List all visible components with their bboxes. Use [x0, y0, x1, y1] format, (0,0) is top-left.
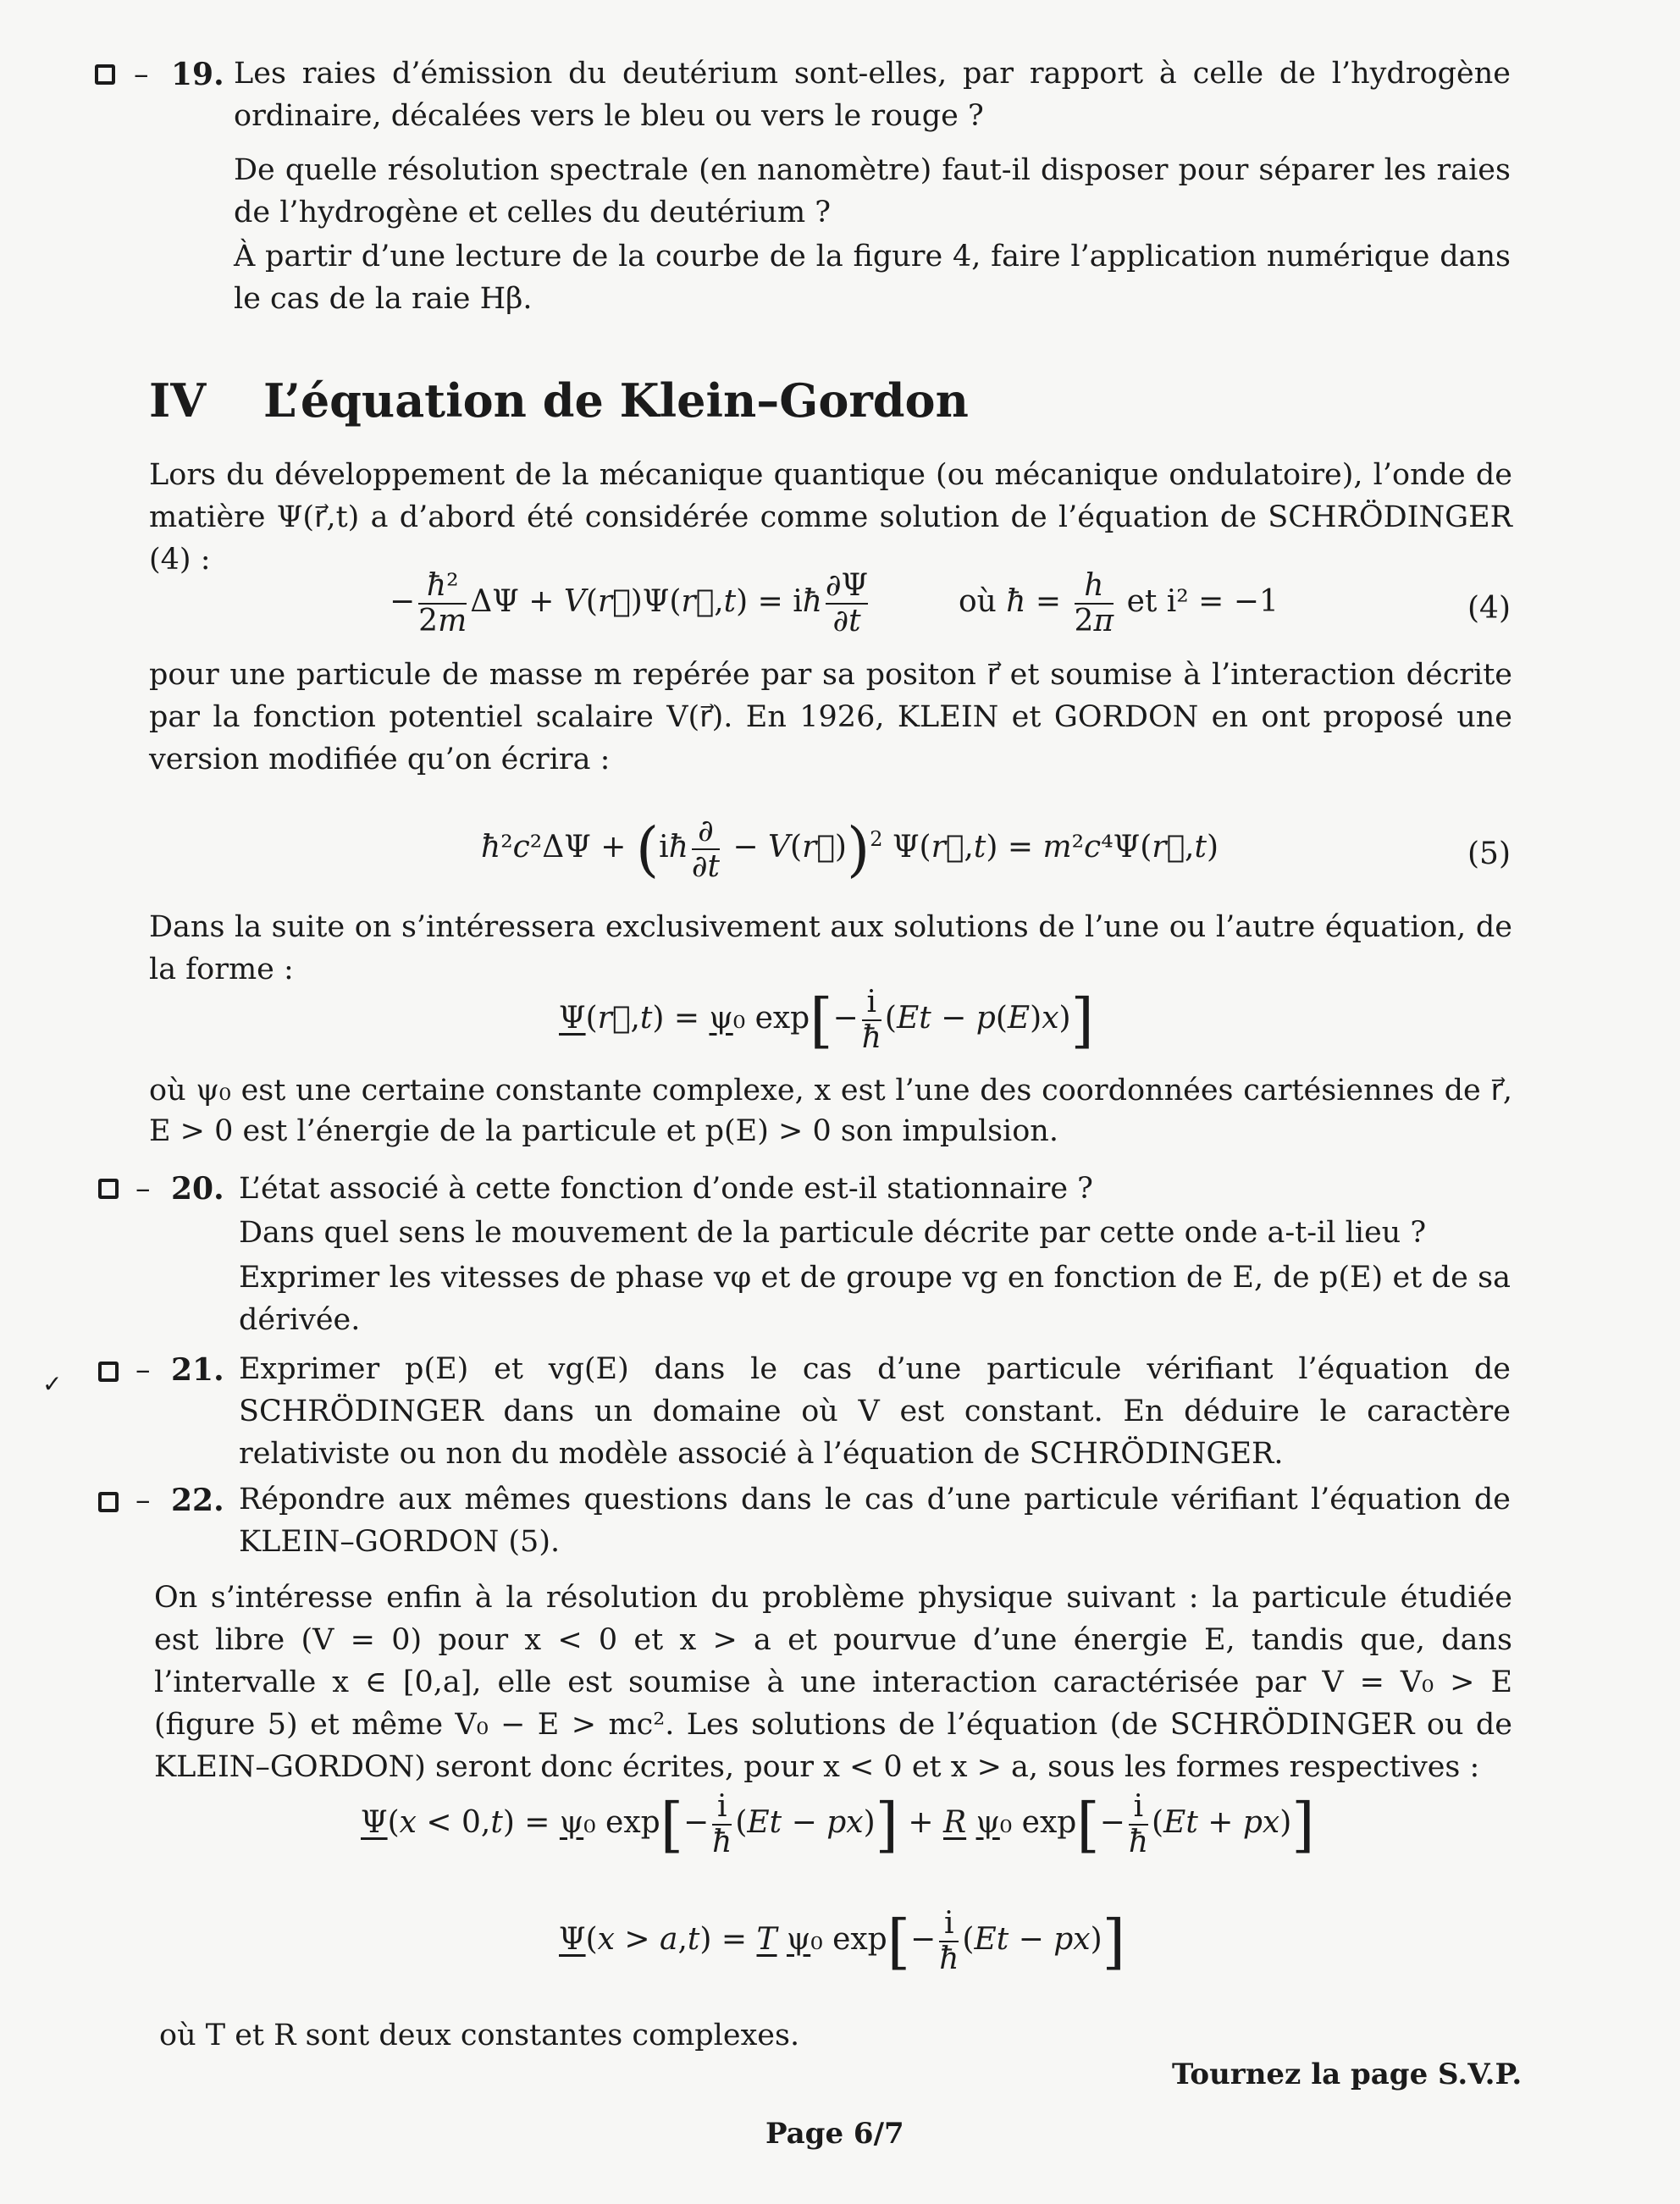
paragraph-problem: On s’intéresse enfin à la résolution du problème physique suivant : la particule étudiée est libre (V = 0) pour x < 0 et x > a et pourvue d’une énergie E, tandis que, dans l’intervalle x ∈ [0,a], elle est soumise à une interaction caractérisée par V = V₀ > E (figure 5) et même V₀ − E > mc². Les solutions de l’équation (de SCHRÖDINGER ou de KLEIN–GORDON) seront donc écrites, pour x < 0 et x > a, sous les formes respectives : — [154, 1581, 1512, 1784]
equation-left: Ψ(x < 0,t) = ψ₀ exp[− $\frac{i}{ħ}$ (Et − px)] + R ψ₀ exp[− $\frac{i}{ħ}$ (Et + px)] — [361, 1789, 1315, 1859]
question-number: 21. — [171, 1352, 224, 1388]
checkbox-q22[interactable] — [98, 1492, 119, 1512]
checkbox-q19[interactable] — [95, 64, 115, 85]
dash: – — [135, 1483, 151, 1517]
dash: – — [134, 58, 149, 91]
q20-text-3: Exprimer les vitesses de phase vφ et de groupe vg en fonction de E, de p(E) et de sa dérivée. — [239, 1261, 1511, 1337]
q20-text-1: L’état associé à cette fonction d’onde est-il stationnaire ? — [239, 1172, 1093, 1206]
section-heading — [149, 371, 969, 430]
q20-text-2: Dans quel sens le mouvement de la particule décrite par cette onde a-t-il lieu ? — [239, 1216, 1427, 1250]
equation-5: ħ²c²ΔΨ + (iħ $\frac{\partial}{\partial t}$ − V(r⃗))$^2$ Ψ(r⃗,t) = m²c⁴Ψ(r⃗,t) — [481, 814, 1219, 884]
checkbox-q21[interactable] — [98, 1362, 119, 1382]
dash: – — [135, 1353, 151, 1387]
q21-text: Exprimer p(E) et vg(E) dans le cas d’une particule vérifiant l’équation de SCHRÖDINGER dans un domaine où V est constant. En déduire le caractère relativiste ou non du modèle associé à l’équation de SCHRÖDINGER. — [239, 1352, 1511, 1471]
paragraph-particle: pour une particule de masse m repérée par sa positon r⃗ et soumise à l’interaction décrite par la fonction potentiel scalaire V(r⃗). En 1926, KLEIN et GORDON en ont proposé une version modifiée qu’on écrira : — [149, 658, 1512, 776]
q19-text-3: À partir d’une lecture de la courbe de la figure 4, faire l’application numérique dans le cas de la raie Hβ. — [234, 240, 1511, 316]
checkbox-q20[interactable] — [98, 1179, 119, 1199]
page-number: Page 6/7 — [765, 2117, 904, 2151]
question-number: 20. — [171, 1171, 224, 1207]
paragraph-solutions: Dans la suite on s’intéressera exclusivement aux solutions de l’une ou l’autre équation, de la forme : — [149, 910, 1512, 986]
equation-4-number: (4) — [1467, 591, 1511, 626]
q19-text-1: Les raies d’émission du deutérium sont-elles, par rapport à celle de l’hydrogène ordinaire, décalées vers le bleu ou vers le rouge ? — [234, 57, 1511, 133]
tick-mark: ✓ — [42, 1370, 63, 1398]
equation-5-number: (5) — [1467, 837, 1511, 871]
equation-wave: Ψ(r⃗,t) = ψ₀ exp[− $\frac{i}{ħ}$ (Et − p(E)x)] — [559, 985, 1094, 1055]
equation-right: Ψ(x > a,t) = T ψ₀ exp[− $\frac{i}{ħ}$ (Et − px)] — [559, 1906, 1125, 1976]
dash: – — [135, 1172, 151, 1206]
section-title: L’équation de Klein–Gordon — [263, 373, 969, 428]
eq4-text — [0, 0, 1, 1]
intro-paragraph: Lors du développement de la mécanique quantique (ou mécanique ondulatoire), l’onde de matière Ψ(r⃗,t) a d’abord été considérée comme solution de l’équation de SCHRÖDINGER (4) : — [149, 458, 1512, 577]
question-number: 22. — [171, 1483, 224, 1518]
turn-page-note: Tournez la page S.V.P. — [1172, 2058, 1522, 2091]
equation-4: − $\frac{\text{ħ²}}{2m}$ ΔΨ + V(r⃗)Ψ(r⃗,t) = iħ $\frac{\partial\Psi}{\partial t}$ où ħ = $\frac{h}{2\pi}$ et i² = −1 — [390, 568, 1279, 638]
paragraph-constants: où T et R sont deux constantes complexes. — [159, 2019, 800, 2052]
paragraph-where: où ψ₀ est une certaine constante complexe, x est l’une des coordonnées cartésiennes de r⃗, E > 0 est l’énergie de la particule et p(E) > 0 son impulsion. — [149, 1074, 1512, 1148]
q19-text-2: De quelle résolution spectrale (en nanomètre) faut-il disposer pour séparer les raies de l’hydrogène et celles du deutérium ? — [234, 153, 1511, 229]
question-number: 19. — [171, 57, 224, 92]
section-number: IV — [149, 373, 207, 428]
q22-text: Répondre aux mêmes questions dans le cas d’une particule vérifiant l’équation de KLEIN–GORDON (5). — [239, 1483, 1511, 1559]
